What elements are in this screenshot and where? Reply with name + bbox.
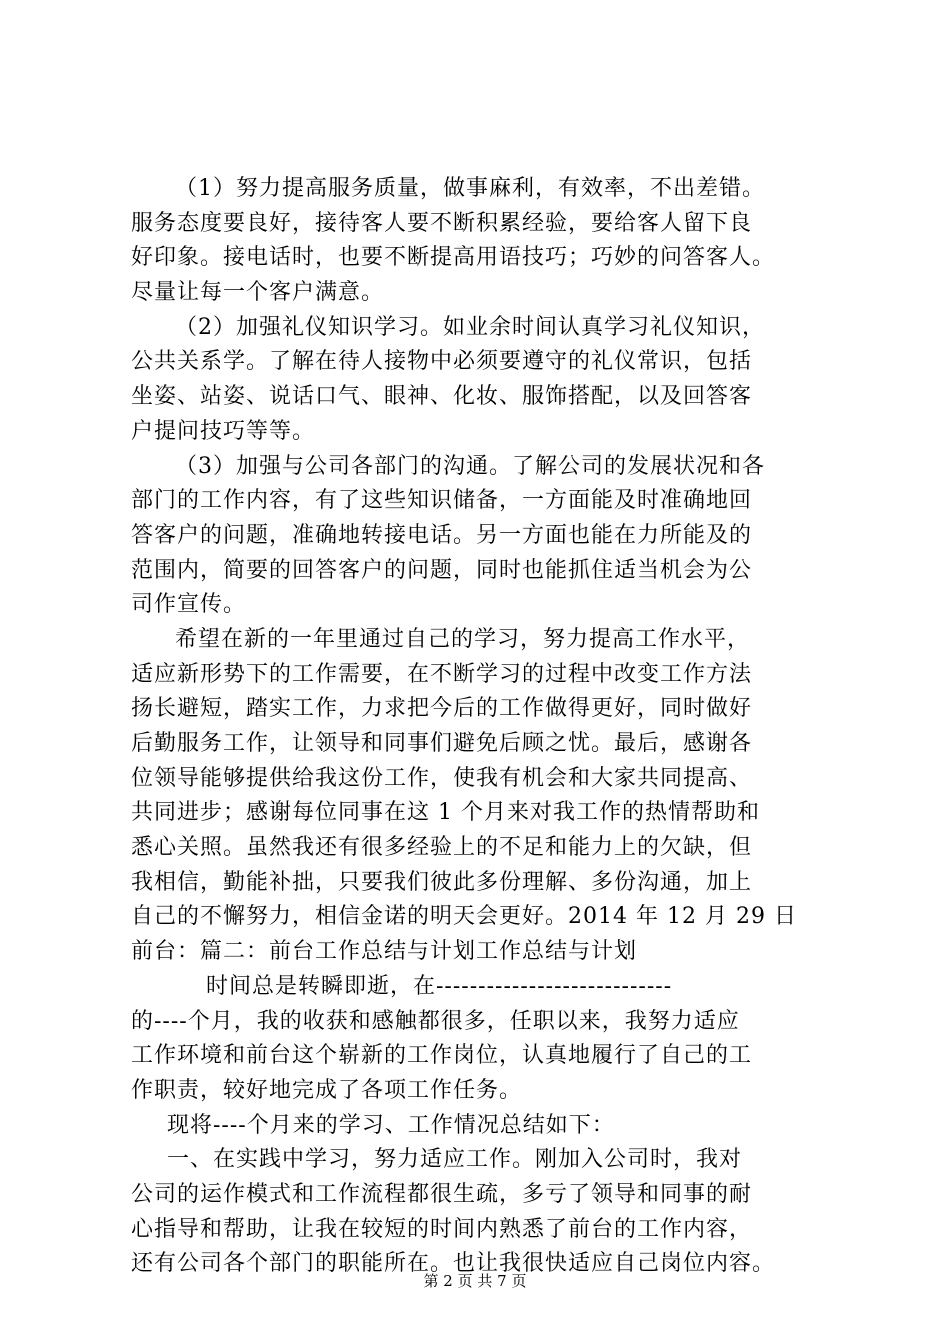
text-line: （1）努力提高服务质量，做事麻利，有效率，不出差错。 — [175, 176, 765, 201]
text-line: 好印象。接电话时，也要不断提高用语技巧；巧妙的问答客人。 — [131, 245, 776, 271]
text-line: 心指导和帮助，让我在较短的时间内熟悉了前台的工作内容， — [131, 1216, 753, 1242]
text-line: 自己的不懈努力，相信金诺的明天会更好。2014 年 12 月 29 日 — [131, 904, 797, 930]
text-line: 前台：篇二：前台工作总结与计划工作总结与计划 — [131, 939, 638, 965]
text-line: 后勤服务工作，让领导和同事们避免后顾之忧。最后，感谢各 — [131, 731, 753, 756]
text-line: 服务态度要良好，接待客人要不断积累经验，要给客人留下良 — [131, 210, 753, 236]
text-line: 一、在实践中学习，努力适应工作。刚加入公司时，我对 — [167, 1147, 743, 1173]
body-text — [131, 172, 851, 1282]
text-line: 适应新形势下的工作需要，在不断学习的过程中改变工作方法 — [131, 661, 753, 687]
text-line: 坐姿、站姿、说话口气、眼神、化妆、服饰搭配，以及回答客 — [131, 384, 753, 410]
text-line: 时间总是转瞬即逝，在---------------------------- — [206, 973, 673, 999]
text-line: 作职责，较好地完成了各项工作任务。 — [131, 1077, 523, 1103]
text-line: 现将----个月来的学习、工作情况总结如下： — [167, 1112, 615, 1138]
text-line: 范围内，简要的回答客户的问题，同时也能抓住适当机会为公 — [131, 557, 753, 583]
text-line: 部门的工作内容，有了这些知识储备，一方面能及时准确地回 — [131, 488, 753, 514]
text-line: 公共关系学。了解在待人接物中必须要遵守的礼仪常识，包括 — [131, 349, 753, 375]
page-footer: 第 2 页 共 7 页 — [423, 1272, 527, 1290]
text-line: 户提问技巧等等。 — [131, 418, 316, 444]
text-line: 答客户的问题，准确地转接电话。另一方面也能在力所能及的 — [131, 522, 753, 548]
text-line: 位领导能够提供给我这份工作，使我有机会和大家共同提高、 — [131, 765, 753, 791]
text-line: 公司的运作模式和工作流程都很生疏，多亏了领导和同事的耐 — [131, 1181, 753, 1207]
text-line: 的----个月，我的收获和感触都很多，任职以来，我努力适应 — [131, 1008, 740, 1034]
text-line: （3）加强与公司各部门的沟通。了解公司的发展状况和各 — [175, 453, 765, 479]
text-line: 还有公司各个部门的职能所在。也让我很快适应自己岗位内容。 — [131, 1251, 776, 1277]
text-line: 工作环境和前台这个崭新的工作岗位，认真地履行了自己的工 — [131, 1043, 753, 1069]
text-line: 扬长避短，踏实工作，力求把今后的工作做得更好，同时做好 — [131, 696, 753, 722]
text-line: 共同进步；感谢每位同事在这 1 个月来对我工作的热情帮助和 — [131, 800, 760, 826]
text-line: 悉心关照。虽然我还有很多经验上的不足和能力上的欠缺，但 — [131, 835, 753, 861]
text-line: 我相信，勤能补拙，只要我们彼此多份理解、多份沟通，加上 — [131, 869, 753, 895]
text-line: （2）加强礼仪知识学习。如业余时间认真学习礼仪知识， — [175, 314, 765, 340]
text-line: 司作宣传。 — [131, 592, 247, 618]
text-line: 尽量让每一个客户满意。 — [131, 280, 385, 306]
text-line: 希望在新的一年里通过自己的学习，努力提高工作水平， — [175, 626, 751, 652]
